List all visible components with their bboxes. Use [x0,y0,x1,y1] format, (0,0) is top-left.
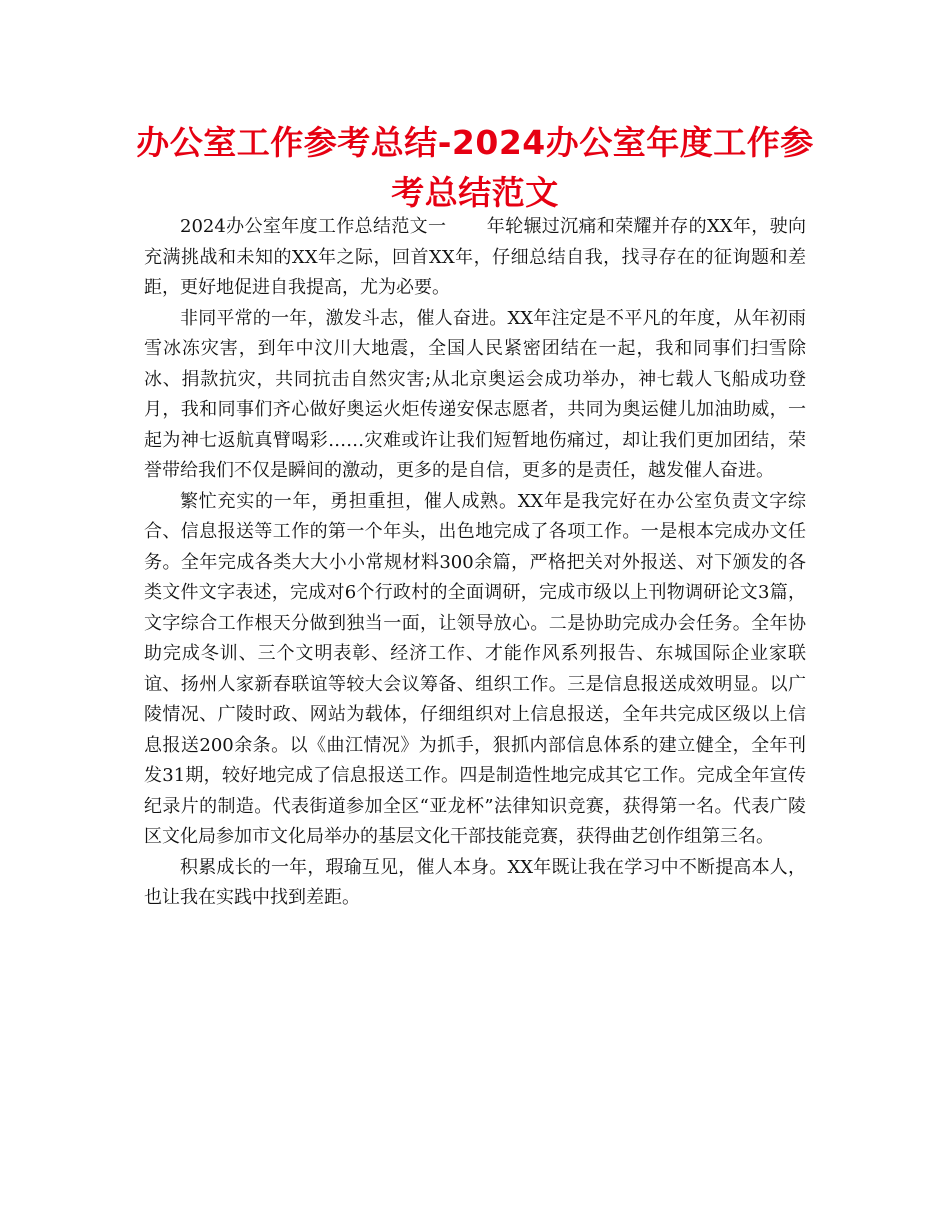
paragraph-2: 非同平常的一年，激发斗志，催人奋进。XX年注定是不平凡的年度，从年初雨雪冰冻灾害，到年中汶川大地震，全国人民紧密团结在一起，我和同事们扫雪除冰、捐款抗灾，共同抗击自然灾害;从北京奥运会成功举办，神七载人飞船成功登月，我和同事们齐心做好奥运火炬传递安保志愿者，共同为奥运健儿加油助威，一起为神七返航真臂喝彩……灾难或许让我们短暂地伤痛过，却让我们更加团结，荣誉带给我们不仅是瞬间的激动，更多的是自信，更多的是责任，越发催人奋进。 [144,307,806,481]
document-title: 办公室工作参考总结-2024办公室年度工作参考总结范文 [136,123,814,212]
paragraph-1-text: 年轮辗过沉痛和荣耀并存的XX年，驶向充满挑战和未知的XX年之际，回首XX年，仔细总结自我，找寻存在的征询题和差距，更好地促进自我提高，尤为必要。 [144,216,806,298]
paragraph-1 [144,212,806,304]
paragraph-4: 积累成长的一年，瑕瑜互见，催人本身。XX年既让我在学习中不断提高本人，也让我在实践中找到差距。 [144,856,806,908]
paragraph-3: 繁忙充实的一年，勇担重担，催人成熟。XX年是我完好在办公室负责文字综合、信息报送等工作的第一个年头，出色地完成了各项工作。一是根本完成办文任务。全年完成各类大大小小常规材料300余篇，严格把关对外报送、对下颁发的各类文件文字表述，完成对6个行政村的全面调研，完成市级以上刊物调研论文3篇，文字综合工作根天分做到独当一面，让领导放心。二是协助完成办会任务。全年协助完成冬训、三个文明表彰、经济工作、才能作风系列报告、东城国际企业家联谊、扬州人家新春联谊等较大会议筹备、组织工作。三是信息报送成效明显。以广陵情况、广陵时政、网站为载体，仔细组织对上信息报送，全年共完成区级以上信息报送200余条。以《曲江情况》为抓手，狠抓内部信息体系的建立健全，全年刊发31期，较好地完成了信息报送工作。四是制造性地完成其它工作。完成全年宣传纪录片的制造。代表街道参加全区“亚龙杯”法律知识竞赛，获得第一名。代表广陵区文化局参加市文化局举办的基层文化干部技能竞赛，获得曲艺创作组第三名。 [144,490,806,847]
document-body [144,212,806,914]
paragraph-1-lead: 2024办公室年度工作总结范文一 [180,216,447,237]
